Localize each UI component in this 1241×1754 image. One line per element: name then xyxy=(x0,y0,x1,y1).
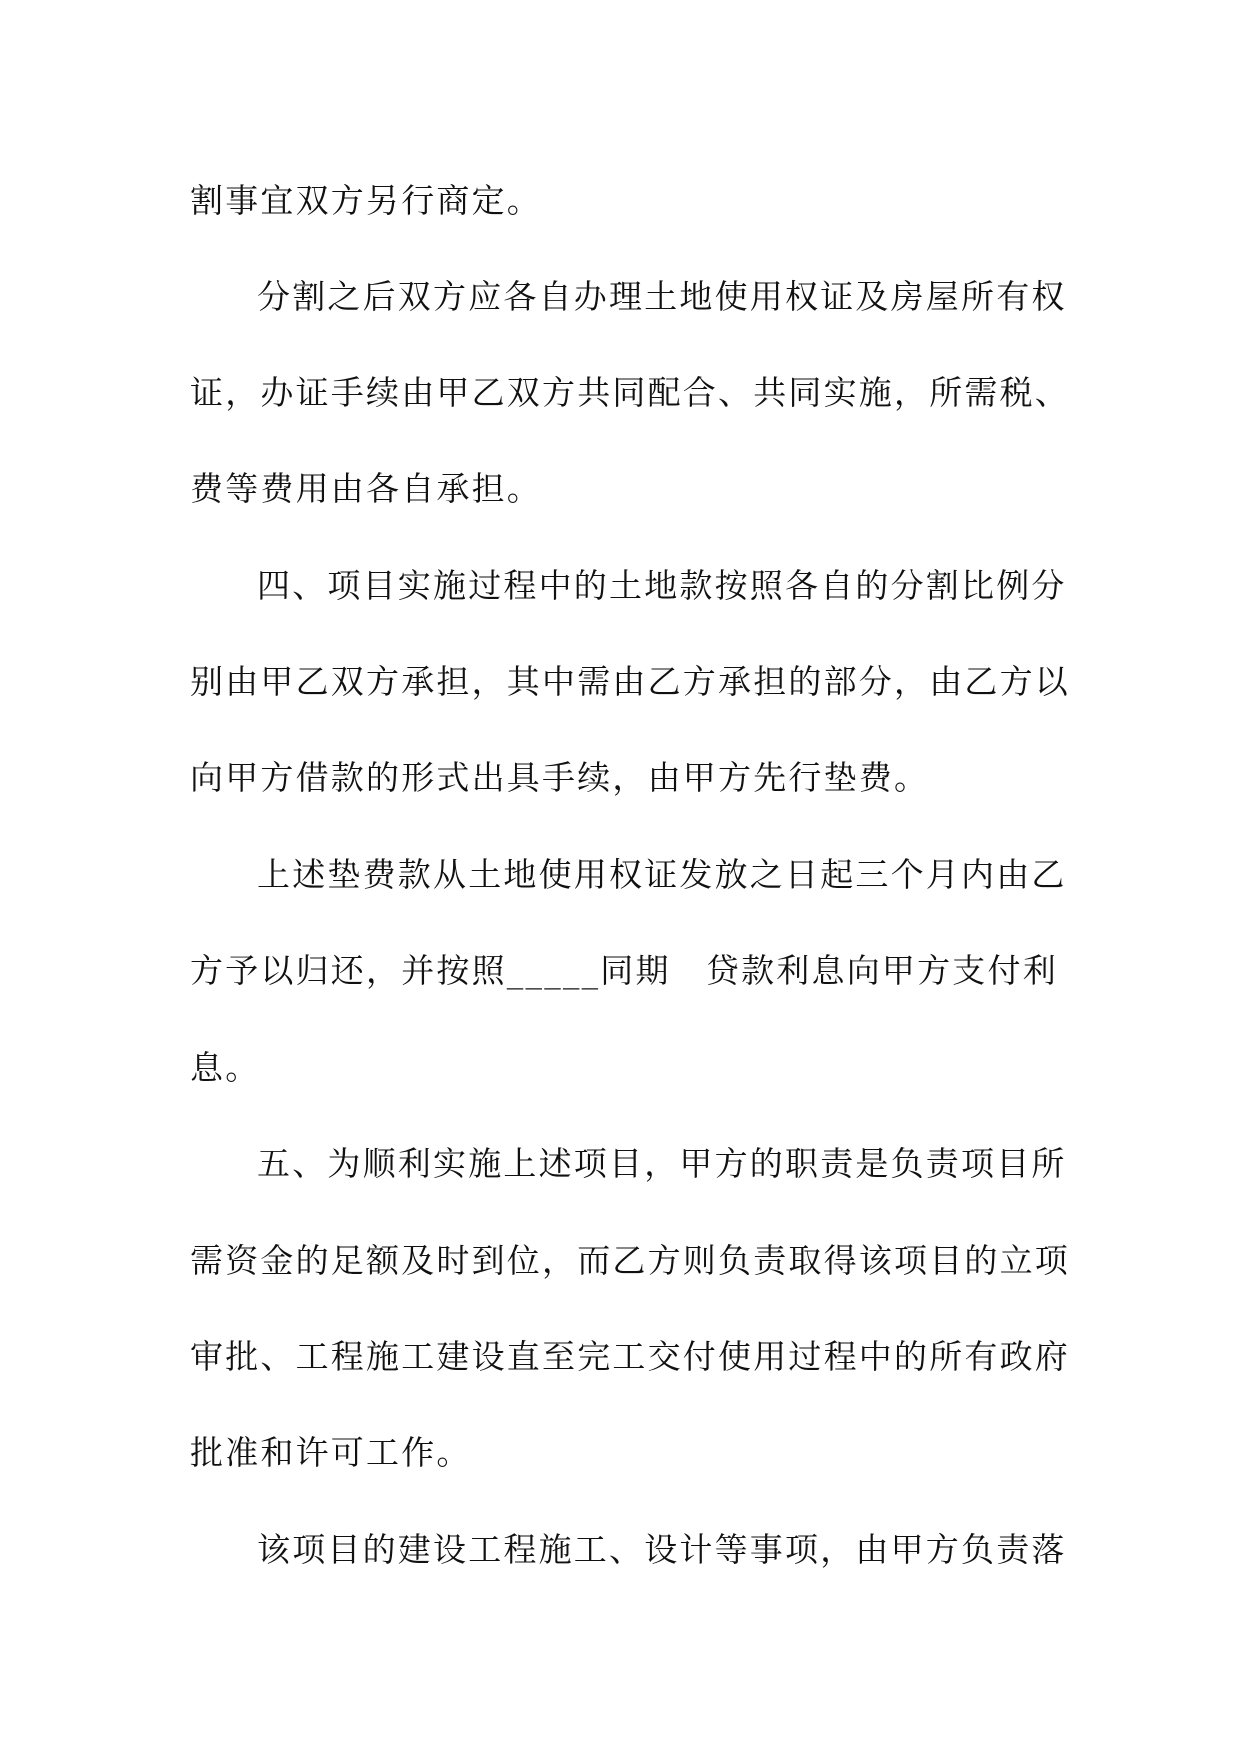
text-line: 息。 xyxy=(190,1048,261,1087)
text-line: 批准和许可工作。 xyxy=(190,1433,472,1472)
text-line: 割事宜双方另行商定。 xyxy=(190,181,542,220)
text-line: 需资金的足额及时到位，而乙方则负责取得该项目的立项 xyxy=(190,1241,1070,1280)
text-line: 上述垫费款从土地使用权证发放之日起三个月内由乙 xyxy=(257,855,1067,894)
text-line: 五、为顺利实施上述项目，甲方的职责是负责项目所 xyxy=(257,1144,1067,1183)
text-line: 向甲方借款的形式出具手续，由甲方先行垫费。 xyxy=(190,758,930,797)
text-line: 费等费用由各自承担。 xyxy=(190,469,542,508)
text-line: 方予以归还，并按照_____同期 贷款利息向甲方支付利 xyxy=(190,951,1058,990)
text-line: 别由甲乙双方承担，其中需由乙方承担的部分，由乙方以 xyxy=(190,662,1070,701)
text-line: 分割之后双方应各自办理土地使用权证及房屋所有权 xyxy=(257,277,1067,316)
text-line: 审批、工程施工建设直至完工交付使用过程中的所有政府 xyxy=(190,1337,1070,1376)
text-line: 该项目的建设工程施工、设计等事项，由甲方负责落 xyxy=(257,1530,1067,1569)
text-line: 证，办证手续由甲乙双方共同配合、共同实施，所需税、 xyxy=(190,373,1070,412)
text-line: 四、项目实施过程中的土地款按照各自的分割比例分 xyxy=(257,566,1067,605)
